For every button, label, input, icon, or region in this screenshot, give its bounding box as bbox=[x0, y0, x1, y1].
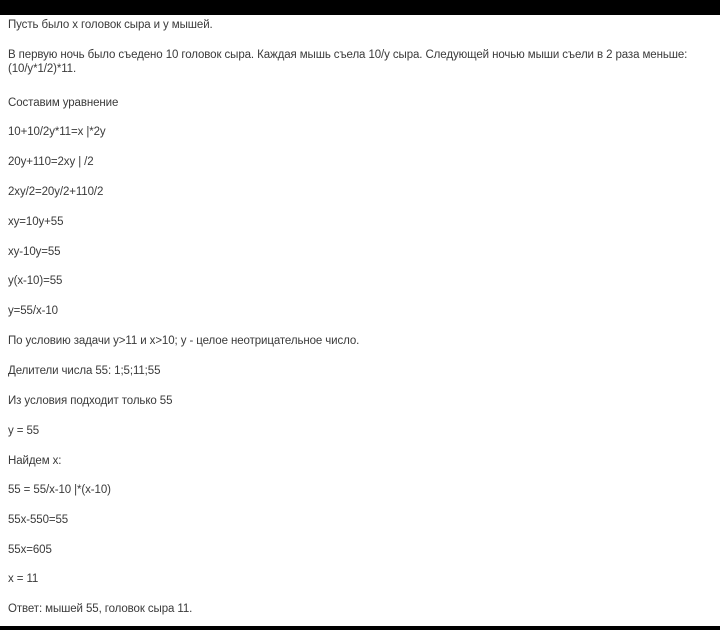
equation-line-7: y=55/x-10 bbox=[8, 305, 58, 317]
answer-text: Ответ: мышей 55, головок сыра 11. bbox=[8, 603, 193, 615]
equation-line-6: y(x-10)=55 bbox=[8, 275, 63, 287]
equation-line-9: 55x-550=55 bbox=[8, 514, 69, 526]
text-line-3: Составим уравнение bbox=[8, 97, 119, 109]
equation-line-10: 55x=605 bbox=[8, 544, 52, 556]
equation-line-4: xy=10y+55 bbox=[8, 216, 64, 228]
equation-line-1: 10+10/2y*11=x |*2y bbox=[8, 126, 106, 138]
text-line-2: В первую ночь было съедено 10 головок сыра. Каждая мышь съела 10/y сыра. Следующей ночью мыши съели в 2 раза меньше: (10/y*1/2)*11. bbox=[8, 49, 688, 75]
equation-line-8: 55 = 55/x-10 |*(x-10) bbox=[8, 484, 111, 496]
selection-text: Из условия подходит только 55 bbox=[8, 395, 173, 407]
text-line-1: Пусть было x головок сыра и y мышей. bbox=[8, 19, 213, 31]
equation-line-3: 2xy/2=20y/2+110/2 bbox=[8, 186, 104, 198]
find-x-text: Найдем x: bbox=[8, 455, 62, 467]
y-value: y = 55 bbox=[8, 425, 40, 437]
bottom-black-bar bbox=[0, 626, 720, 630]
top-black-bar bbox=[0, 0, 720, 15]
x-value: x = 11 bbox=[8, 573, 39, 585]
divisors-text: Делители числа 55: 1;5;11;55 bbox=[8, 365, 161, 377]
equation-line-2: 20y+110=2xy | /2 bbox=[8, 156, 94, 168]
condition-text: По условию задачи y>11 и x>10; y - целое неотрицательное число. bbox=[8, 335, 360, 347]
equation-line-5: xy-10y=55 bbox=[8, 246, 61, 258]
